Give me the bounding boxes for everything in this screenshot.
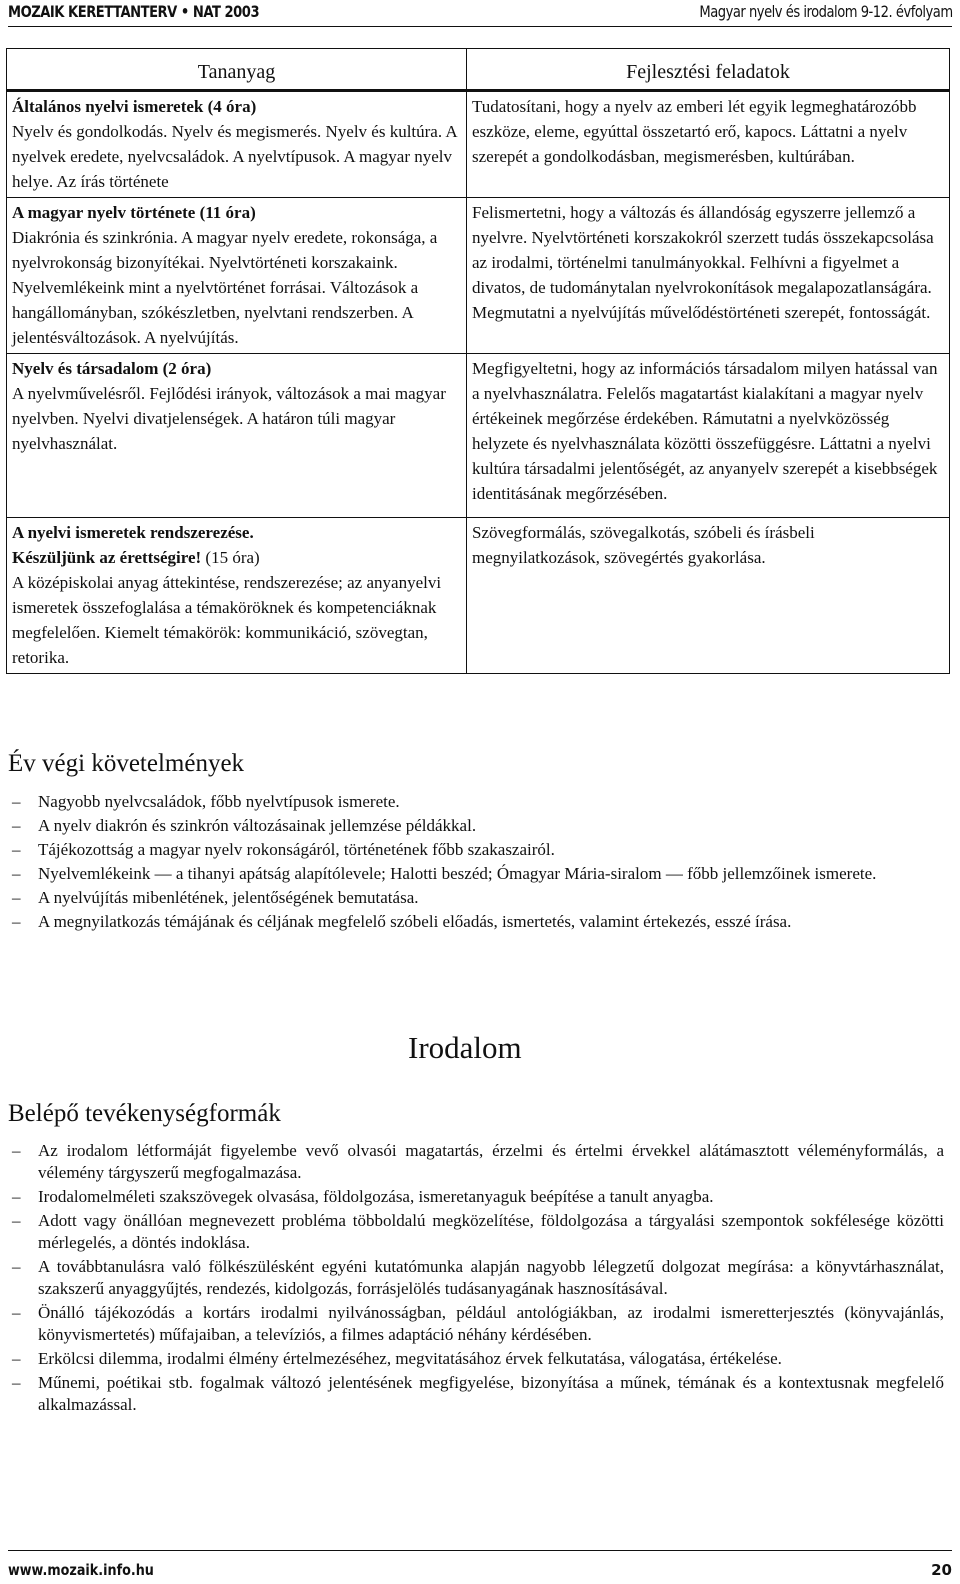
topic-title-line-2 xyxy=(12,545,461,570)
topic-cell xyxy=(7,518,467,674)
topic-title: A magyar nyelv története (11 óra) xyxy=(12,203,256,222)
task-cell: Szövegformálás, szövegalkotás, szóbeli és írásbeli megnyilatkozások, szövegértés gyakorlása. xyxy=(466,518,949,674)
topic-hours: (15 óra) xyxy=(201,548,260,567)
page-header xyxy=(8,0,953,24)
list-item: – Tájékozottság a magyar nyelv rokonságáról, történetének főbb szakaszairól. xyxy=(8,839,944,861)
topic-cell xyxy=(7,354,467,518)
topic-body: Diakrónia és szinkrónia. A magyar nyelv eredete, rokonsága, a nyelvrokonság bizonyítékai. Nyelvtörténeti korszakaink. Nyelvemlékeink mint a nyelvtörténet forrásai. Változások a hangállományban, szókészletben, nyelvtani rendszerben. A jelentésváltozások. A nyelvújítás. xyxy=(12,228,438,347)
section-title-irodalom: Irodalom xyxy=(408,1030,522,1065)
topic-cell xyxy=(7,91,467,198)
list-item: – Nyelvemlékeink — a tihanyi apátság alapítólevele; Halotti beszéd; Ómagyar Mária-siralom — főbb jellemzőinek ismerete. xyxy=(8,863,944,885)
requirements-list xyxy=(8,791,944,935)
list-item: – A nyelv diakrón és szinkrón változásainak jellemzése példákkal. xyxy=(8,815,944,837)
task-cell: Felismertetni, hogy a változás és állandóság egyszerre jellemző a nyelvre. Nyelvtörténeti korszakokról szerzett tudás összekapcsolása az irodalmi, történelmi tanulmányokkal. Felhívni a figyelmet a divatos, de tudománytalan nyelvrokonítások megalapozatlanságára. Megmutatni a nyelvújítás művelődéstörténeti szerepét, fontosságát. xyxy=(466,198,949,354)
list-item: – A továbbtanulásra való fölkészülésként egyéni kutatómunka alapján nagyobb lélegzetű dolgozat megírása: a könyvtárhasználat, szakszerű anyaggyűjtés, rendezés, kidolgozás, forrásjelölés tudásanyagának hasznosításával. xyxy=(8,1256,944,1300)
topic-cell xyxy=(7,198,467,354)
footer-website: www.mozaik.info.hu xyxy=(8,1561,154,1579)
spacer xyxy=(12,456,461,514)
table-row xyxy=(7,518,950,674)
header-subject-title: Magyar nyelv és irodalom 9-12. évfolyam xyxy=(699,2,953,21)
list-item: – Adott vagy önállóan megnevezett probléma többoldalú megközelítése, földolgozása a tárgyalási szempontok sokfélesége közötti mérlegelés, a döntés indoklása. xyxy=(8,1210,944,1254)
page-footer xyxy=(8,1557,952,1579)
page-number: 20 xyxy=(931,1561,952,1579)
activity-list xyxy=(8,1140,944,1418)
topic-title-exam: Készüljünk az érettségire! xyxy=(12,548,202,567)
list-item: – Az irodalom létformáját figyelembe vevő olvasói magatartás, érzelmi és értelmi érvekkel alátámasztott véleményformálás, a vélemény tárgyszerű megfogalmazása. xyxy=(8,1140,944,1184)
header-series-title: MOZAIK KERETTANTERV • NAT 2003 xyxy=(8,2,260,21)
topic-body: Nyelv és gondolkodás. Nyelv és megismerés. Nyelv és kultúra. A nyelvek eredete, nyelvcsaládok. A nyelvtípusok. A magyar nyelv helye. Az írás története xyxy=(12,122,457,191)
topic-title: A nyelvi ismeretek rendszerezése. xyxy=(12,523,254,542)
section-title-ev-vegi: Év végi követelmények xyxy=(8,750,245,777)
footer-rule xyxy=(8,1550,952,1551)
column-header-fejlesztesi: Fejlesztési feladatok xyxy=(466,49,949,91)
topic-body: A középiskolai anyag áttekintése, rendszerezése; az anyanyelvi ismeretek összefoglalása a témaköröknek és kompetenciáknak megfelelően. Kiemelt témakörök: kommunikáció, szövegtan, retorika. xyxy=(12,573,442,667)
column-header-tananyag: Tananyag xyxy=(7,49,467,91)
list-item: – A megnyilatkozás témájának és céljának megfelelő szóbeli előadás, ismertetés, valamint értekezés, esszé írása. xyxy=(8,911,944,933)
list-item: – Irodalomelméleti szakszövegek olvasása, földolgozása, ismeretanyaguk beépítése a tanult anyagba. xyxy=(8,1186,944,1208)
list-item: – Nagyobb nyelvcsaládok, főbb nyelvtípusok ismerete. xyxy=(8,791,944,813)
table-row xyxy=(7,198,950,354)
table-row xyxy=(7,91,950,198)
task-cell: Tudatosítani, hogy a nyelv az emberi lét egyik legmeghatározóbb eszköze, eleme, egyúttal összetartó erő, kapocs. Láttatni a nyelv szerepét a gondolkodásban, megismerésben, kultúrában. xyxy=(466,91,949,198)
list-item: – Műnemi, poétikai stb. fogalmak változó jelentésének megfigyelése, bizonyítása a műnek, témának és a kontextusnak megfelelő alkalmazással. xyxy=(8,1372,944,1416)
table-row xyxy=(7,354,950,518)
list-item: – A nyelvújítás mibenlétének, jelentőségének bemutatása. xyxy=(8,887,944,909)
topic-body: A nyelvművelésről. Fejlődési irányok, változások a mai magyar nyelvben. Nyelvi divatjelenségek. A határon túli magyar nyelvhasználat. xyxy=(12,384,446,453)
topic-title: Nyelv és társadalom (2 óra) xyxy=(12,359,212,378)
header-rule xyxy=(8,26,952,27)
list-item: – Önálló tájékozódás a kortárs irodalmi nyilvánosságban, például antológiákban, az irodalmi ismeretterjesztés (könyvajánlás, könyvismertetés) műfajaiban, a televíziós, a filmes adaptáció néhány kérdésében. xyxy=(8,1302,944,1346)
curriculum-table xyxy=(6,48,950,674)
task-cell: Megfigyeltetni, hogy az információs társadalom milyen hatással van a nyelvhasználatra. Felelős magatartást kialakítani a magyar nyelv értékeinek megőrzése érdekében. Rámutatni a nyelvközösség helyzete és nyelvhasználata közötti összefüggésre. Láttatni a nyelvi kultúra társadalmi jelentőségét, az anyanyelv szerepét a kisebbségek identitásának megőrzésében. xyxy=(466,354,949,518)
subsection-title-belepo: Belépő tevékenységformák xyxy=(8,1100,281,1127)
topic-title: Általános nyelvi ismeretek (4 óra) xyxy=(12,97,257,116)
list-item: – Erkölcsi dilemma, irodalmi élmény értelmezéséhez, megvitatásához érvek felkutatása, válogatása, értékelése. xyxy=(8,1348,944,1370)
